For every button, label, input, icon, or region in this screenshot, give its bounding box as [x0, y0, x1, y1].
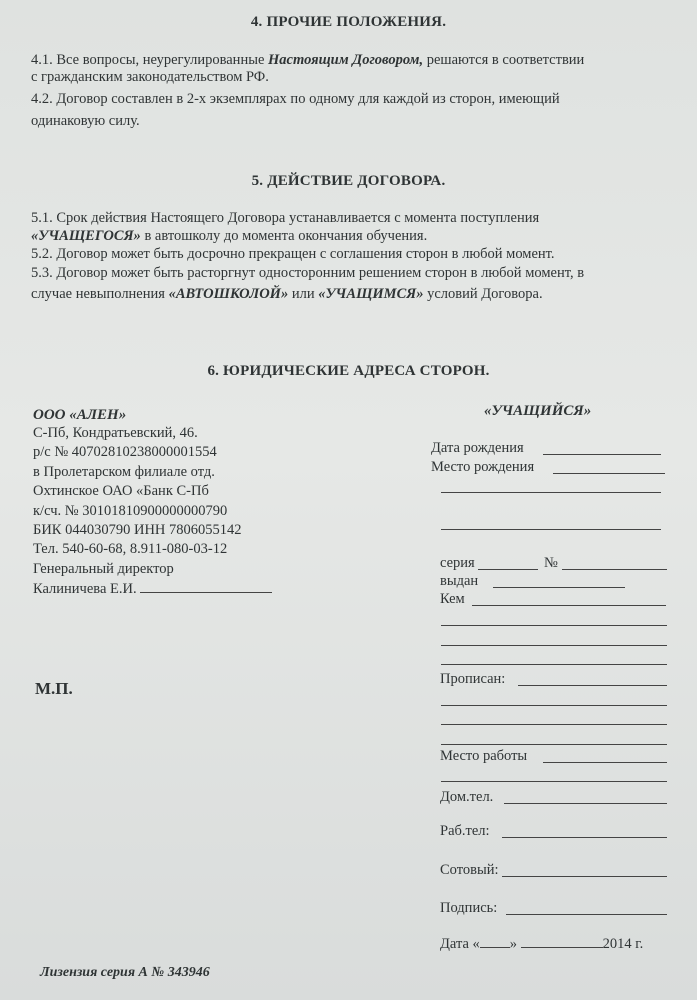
birth-date-field[interactable] — [543, 454, 661, 455]
date-row — [440, 934, 643, 953]
s4-p1-bold: Настоящим Договором, — [268, 52, 424, 68]
school-director-title: Генеральный директор — [33, 560, 174, 577]
passport-number-row — [544, 555, 558, 572]
s5-p2: 5.2. Договор может быть досрочно прекращен с соглашения сторон в любой момент. — [31, 246, 555, 262]
signature-field[interactable] — [506, 914, 667, 915]
mobile-label: Сотовый: — [440, 862, 499, 878]
mobile-row — [440, 862, 499, 879]
birth-place-field[interactable] — [553, 473, 665, 474]
birth-date-row — [431, 440, 524, 457]
s5-p3-text-b: случае невыполнения — [31, 286, 169, 302]
school-director-name: Калиничева Е.И. — [33, 581, 137, 598]
school-bank-name: Охтинское ОАО «Банк С-Пб — [33, 483, 209, 500]
issued-by-label: Кем — [440, 591, 465, 607]
s5-p3-line2 — [31, 286, 543, 303]
issued-by-field[interactable] — [472, 605, 666, 606]
registered-field[interactable] — [518, 685, 667, 686]
school-phones: Тел. 540-60-68, 8.911-080-03-12 — [33, 541, 228, 558]
section-4-title: 4. ПРОЧИЕ ПОЛОЖЕНИЯ. — [250, 14, 447, 30]
work-phone-field[interactable] — [502, 837, 667, 838]
series-label: серия — [440, 555, 475, 571]
s4-p1-text-c: решаются в соответствии — [423, 52, 585, 68]
registered-field-2[interactable] — [441, 705, 667, 706]
s5-p3-bold-school: «АВТОШКОЛОЙ» — [168, 286, 289, 302]
signature-row — [440, 900, 497, 917]
school-director-row — [33, 579, 272, 599]
issued-by-field-3[interactable] — [441, 645, 667, 646]
issued-field[interactable] — [493, 587, 625, 588]
work-phone-row — [440, 823, 490, 840]
s5-p1-text: в автошколу до момента окончания обучения. — [140, 228, 428, 244]
issued-by-row — [440, 591, 465, 608]
s4-p2-line1: 4.2. Договор составлен в 2-х экземплярах по одному для каждой из сторон, имеющий — [31, 91, 560, 107]
number-field[interactable] — [562, 569, 667, 570]
s5-p3-line1: 5.3. Договор может быть расторгнут односторонним решением сторон в любой момент, в — [31, 265, 585, 281]
date-day-field[interactable] — [480, 934, 510, 948]
director-signature-line — [140, 579, 272, 593]
issued-label: выдан — [440, 573, 479, 589]
registered-field-3[interactable] — [441, 724, 667, 725]
workplace-row — [440, 748, 527, 765]
s5-p1-line1: 5.1. Срок действия Настоящего Договора устанавливается с момента поступления — [31, 210, 540, 226]
issued-by-field-4[interactable] — [441, 664, 667, 665]
number-label: № — [544, 555, 558, 571]
passport-extra-field[interactable] — [441, 529, 661, 530]
mobile-field[interactable] — [502, 876, 667, 877]
birth-date-label: Дата рождения — [431, 440, 524, 456]
s4-p2-line2: одинаковую силу. — [31, 113, 140, 129]
home-phone-label: Дом.тел. — [440, 789, 494, 805]
work-phone-label: Раб.тел: — [440, 823, 490, 839]
home-phone-field[interactable] — [504, 803, 667, 804]
section-5-title: 5. ДЕЙСТВИЕ ДОГОВОРА. — [251, 173, 446, 189]
series-field[interactable] — [478, 569, 538, 570]
date-quote-close: » — [509, 936, 518, 952]
section-6-title: 6. ЮРИДИЧЕСКИЕ АДРЕСА СТОРОН. — [207, 363, 490, 379]
school-bank-branch: в Пролетарском филиале отд. — [33, 463, 215, 480]
license-number: Лизензия серия А № 343946 — [40, 965, 210, 980]
s4-p1-line1 — [31, 52, 584, 69]
birth-place-row — [431, 459, 534, 476]
registered-field-4[interactable] — [441, 744, 667, 745]
date-year: 2014 г. — [602, 936, 644, 952]
date-month-field[interactable] — [521, 934, 603, 948]
s5-p1-bold: «УЧАЩЕГОСЯ» — [31, 228, 141, 244]
signature-label: Подпись: — [440, 900, 498, 916]
school-details — [33, 424, 272, 600]
birth-place-field-2[interactable] — [441, 492, 661, 493]
s5-p1-line2 — [31, 228, 427, 245]
school-name: ООО «АЛЕН» — [33, 407, 127, 423]
s4-p1-line2: с гражданским законодательством РФ. — [31, 69, 269, 85]
date-label: Дата « — [440, 936, 480, 952]
stamp-label: М.П. — [35, 679, 73, 698]
school-corr-account: к/сч. № 30101810900000000790 — [33, 502, 228, 519]
school-account: р/с № 40702810238000001554 — [33, 444, 217, 461]
student-title: «УЧАЩИЙСЯ» — [484, 403, 592, 419]
registered-label: Прописан: — [440, 671, 506, 687]
issued-row — [440, 573, 478, 590]
passport-series-row — [440, 555, 475, 572]
s5-p3-bold-student: «УЧАЩИМСЯ» — [318, 286, 424, 302]
s5-p3-text-f: условий Договора. — [423, 286, 543, 302]
issued-by-field-2[interactable] — [441, 625, 667, 626]
s4-p1-text-a: 4.1. Все вопросы, неурегулированные — [31, 52, 269, 68]
workplace-label: Место работы — [440, 748, 528, 764]
home-phone-row — [440, 789, 493, 806]
registered-row — [440, 671, 505, 688]
birth-place-label: Место рождения — [431, 459, 535, 475]
workplace-field[interactable] — [543, 762, 667, 763]
s5-p3-text-d: или — [288, 286, 319, 302]
workplace-field-2[interactable] — [441, 781, 667, 782]
school-address: С-Пб, Кондратьевский, 46. — [33, 425, 198, 441]
school-bik-inn: БИК 044030790 ИНН 7806055142 — [33, 522, 242, 539]
